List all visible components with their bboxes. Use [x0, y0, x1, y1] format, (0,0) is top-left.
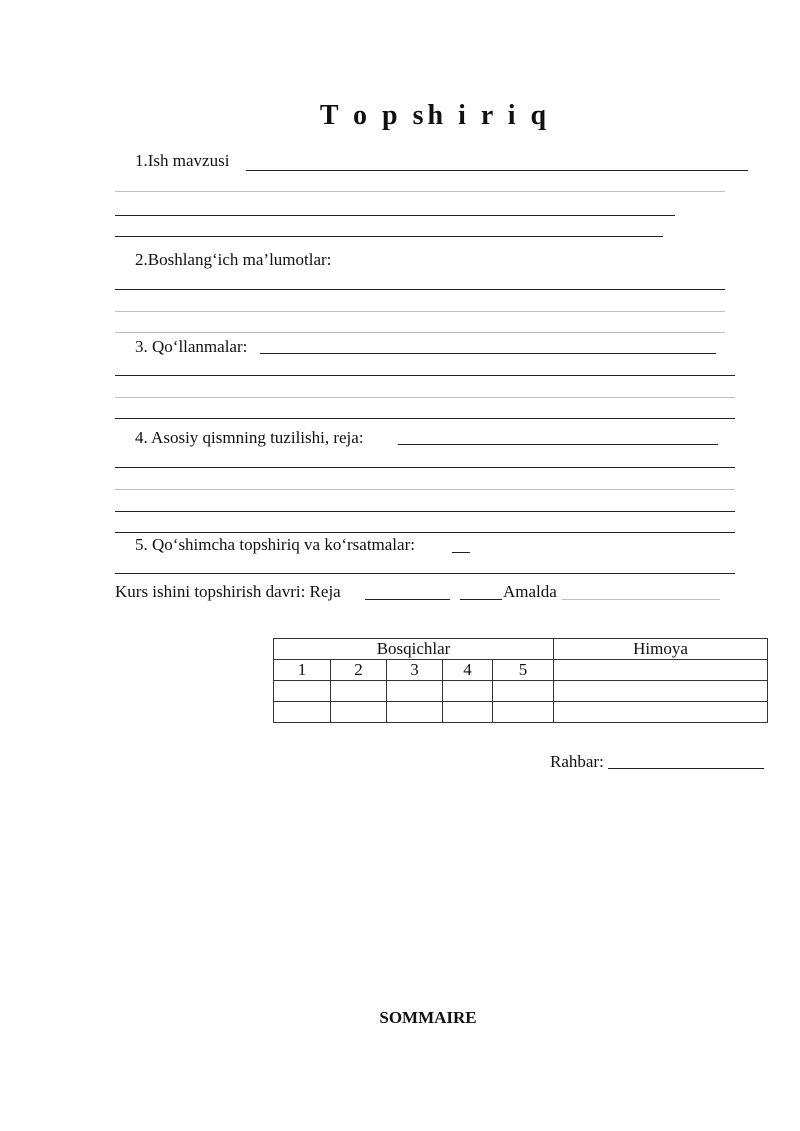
- plan-date-input-line[interactable]: [460, 599, 502, 600]
- actual-label: Amalda: [503, 582, 557, 601]
- initial-data-input-line[interactable]: [115, 289, 725, 290]
- sommaire-heading: SOMMAIRE: [379, 1008, 477, 1027]
- stage-number: 4: [443, 660, 493, 681]
- stages-header: Bosqichlar: [274, 639, 554, 660]
- topic-input-line[interactable]: [115, 215, 675, 216]
- main-part-plan-input-line[interactable]: [398, 444, 718, 445]
- stage-number: 3: [387, 660, 443, 681]
- stage-cell[interactable]: [387, 702, 443, 723]
- manuals-input-line[interactable]: [115, 418, 735, 419]
- main-part-plan-label: 4. Asosiy qismning tuzilishi, reja:: [135, 428, 364, 447]
- topic-input-line[interactable]: [246, 170, 748, 171]
- main-part-plan-input-line[interactable]: [115, 467, 735, 468]
- table-row: [274, 702, 768, 723]
- topic-input-line[interactable]: [115, 236, 663, 237]
- main-part-plan-input-line[interactable]: [115, 489, 735, 490]
- manuals-input-line[interactable]: [260, 353, 716, 354]
- table-header-row: [274, 639, 768, 660]
- defense-cell[interactable]: [554, 681, 768, 702]
- table-row: [274, 681, 768, 702]
- additional-tasks-label: 5. Qo‘shimcha topshiriq va ko‘rsatmalar:: [135, 535, 415, 554]
- additional-tasks-input-line[interactable]: [115, 573, 735, 574]
- stage-cell[interactable]: [331, 681, 387, 702]
- topic-input-line[interactable]: [115, 191, 725, 192]
- main-part-plan-input-line[interactable]: [115, 532, 735, 533]
- page-title: T o p sh i r i q: [319, 100, 551, 131]
- initial-data-input-line[interactable]: [115, 311, 725, 312]
- stage-number: 1: [274, 660, 331, 681]
- additional-tasks-input-line[interactable]: [452, 552, 470, 553]
- defense-cell[interactable]: [554, 702, 768, 723]
- manuals-input-line[interactable]: [115, 397, 735, 398]
- stage-cell[interactable]: [443, 681, 493, 702]
- initial-data-label: 2.Boshlang‘ich ma’lumotlar:: [135, 250, 332, 269]
- stage-number: 2: [331, 660, 387, 681]
- stage-cell[interactable]: [331, 702, 387, 723]
- initial-data-input-line[interactable]: [115, 332, 725, 333]
- manuals-label: 3. Qo‘llanmalar:: [135, 337, 248, 356]
- stage-cell[interactable]: [443, 702, 493, 723]
- supervisor-label: Rahbar:: [550, 752, 604, 771]
- main-part-plan-input-line[interactable]: [115, 511, 735, 512]
- stage-number: 5: [493, 660, 554, 681]
- table-row: [274, 660, 768, 681]
- stage-cell[interactable]: [493, 702, 554, 723]
- plan-date-input-line[interactable]: [365, 599, 450, 600]
- stages-table: [273, 638, 768, 723]
- defense-cell[interactable]: [554, 660, 768, 681]
- supervisor-signature-line[interactable]: [608, 768, 764, 769]
- actual-date-input-line[interactable]: [562, 599, 720, 600]
- stage-cell[interactable]: [274, 681, 331, 702]
- defense-header: Himoya: [554, 639, 768, 660]
- submission-period-label: Kurs ishini topshirish davri: Reja: [115, 582, 341, 601]
- manuals-input-line[interactable]: [115, 375, 735, 376]
- stage-cell[interactable]: [493, 681, 554, 702]
- stage-cell[interactable]: [387, 681, 443, 702]
- topic-label: 1.Ish mavzusi: [135, 151, 230, 170]
- stage-cell[interactable]: [274, 702, 331, 723]
